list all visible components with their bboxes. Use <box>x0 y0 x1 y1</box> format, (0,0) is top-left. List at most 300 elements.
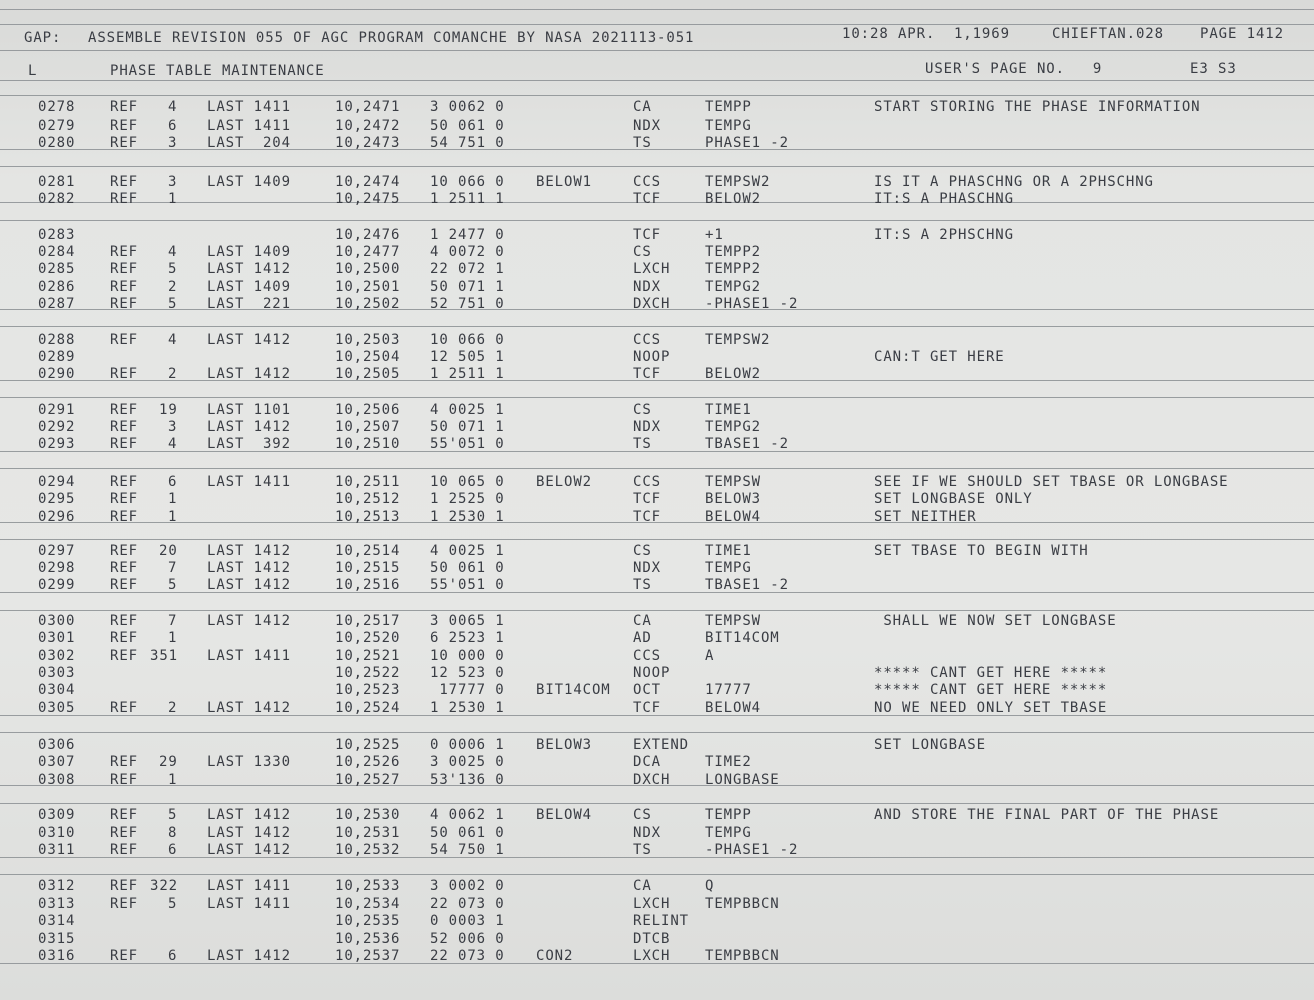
octal-code: 10 065 0 <box>430 474 505 490</box>
opcode: CS <box>633 244 652 260</box>
ref-count: 6 <box>168 842 178 858</box>
last-ref: LAST 1101 <box>207 402 291 418</box>
ref-cell: REF <box>110 842 138 858</box>
label: BELOW4 <box>536 807 592 823</box>
operand: BELOW2 <box>705 191 761 207</box>
address: 10,2477 <box>335 244 401 260</box>
ref-cell: REF <box>110 948 138 964</box>
ref-cell: REF <box>110 560 138 576</box>
octal-code: 4 0025 1 <box>430 402 505 418</box>
operand: TEMPSW2 <box>705 174 771 190</box>
last-ref: LAST 204 <box>207 135 291 151</box>
ref-cell: REF <box>110 754 138 770</box>
last-ref: LAST 1412 <box>207 560 291 576</box>
rule-line <box>0 24 1314 25</box>
last-ref: LAST 1412 <box>207 577 291 593</box>
rule-line <box>0 166 1314 167</box>
address: 10,2531 <box>335 825 401 841</box>
comment: IT:S A PHASCHNG <box>874 191 1014 207</box>
ref-count: 1 <box>168 509 178 525</box>
address: 10,2513 <box>335 509 401 525</box>
assemble-title: ASSEMBLE REVISION 055 OF AGC PROGRAM COMANCHE BY NASA 2021113-051 <box>88 30 695 46</box>
address: 10,2471 <box>335 99 401 115</box>
ref-count: 1 <box>168 630 178 646</box>
octal-code: 3 0025 0 <box>430 754 505 770</box>
ref-cell: REF <box>110 807 138 823</box>
users-page-no: USER'S PAGE NO. 9 <box>925 61 1103 77</box>
address: 10,2524 <box>335 700 401 716</box>
line-number: 0289 <box>38 349 76 365</box>
header-page: PAGE 1412 <box>1200 26 1284 42</box>
address: 10,2536 <box>335 931 401 947</box>
line-number: 0308 <box>38 772 76 788</box>
last-ref: LAST 1409 <box>207 279 291 295</box>
address: 10,2502 <box>335 296 401 312</box>
ref-count: 5 <box>168 296 178 312</box>
line-number: 0311 <box>38 842 76 858</box>
opcode: TCF <box>633 191 661 207</box>
section-title: PHASE TABLE MAINTENANCE <box>110 63 325 79</box>
line-number: 0309 <box>38 807 76 823</box>
octal-code: 0 0006 1 <box>430 737 505 753</box>
address: 10,2476 <box>335 227 401 243</box>
opcode: NOOP <box>633 665 671 681</box>
ref-count: 2 <box>168 700 178 716</box>
ref-cell: REF <box>110 244 138 260</box>
address: 10,2521 <box>335 648 401 664</box>
line-number: 0315 <box>38 931 76 947</box>
opcode: TS <box>633 436 652 452</box>
ref-cell: REF <box>110 577 138 593</box>
octal-code: 50 071 1 <box>430 279 505 295</box>
last-ref: LAST 1412 <box>207 700 291 716</box>
line-number: 0316 <box>38 948 76 964</box>
ref-count: 3 <box>168 419 178 435</box>
last-ref: LAST 1411 <box>207 648 291 664</box>
last-ref: LAST 1412 <box>207 543 291 559</box>
opcode: NOOP <box>633 349 671 365</box>
last-ref: LAST 1412 <box>207 332 291 348</box>
octal-code: 17777 0 <box>430 682 505 698</box>
line-number: 0302 <box>38 648 76 664</box>
last-ref: LAST 1330 <box>207 754 291 770</box>
opcode: TS <box>633 135 652 151</box>
octal-code: 10 000 0 <box>430 648 505 664</box>
line-number: 0300 <box>38 613 76 629</box>
line-number: 0285 <box>38 261 76 277</box>
header-file: CHIEFTAN.028 <box>1052 26 1164 42</box>
address: 10,2507 <box>335 419 401 435</box>
operand: TEMPG2 <box>705 279 761 295</box>
last-ref: LAST 1412 <box>207 948 291 964</box>
last-ref: LAST 1411 <box>207 99 291 115</box>
ref-cell: REF <box>110 332 138 348</box>
operand: TEMPP2 <box>705 244 761 260</box>
opcode: OCT <box>633 682 661 698</box>
last-ref: LAST 392 <box>207 436 291 452</box>
address: 10,2530 <box>335 807 401 823</box>
rule-line <box>0 50 1314 51</box>
opcode: RELINT <box>633 913 689 929</box>
octal-code: 22 072 1 <box>430 261 505 277</box>
ref-cell: REF <box>110 648 138 664</box>
operand: TEMPG2 <box>705 419 761 435</box>
operand: -PHASE1 -2 <box>705 842 799 858</box>
opcode: NDX <box>633 118 661 134</box>
comment: IT:S A 2PHSCHNG <box>874 227 1014 243</box>
address: 10,2503 <box>335 332 401 348</box>
line-number: 0288 <box>38 332 76 348</box>
octal-code: 4 0072 0 <box>430 244 505 260</box>
operand: TEMPSW2 <box>705 332 771 348</box>
opcode: TS <box>633 577 652 593</box>
octal-code: 50 061 0 <box>430 560 505 576</box>
ref-count: 4 <box>168 99 178 115</box>
address: 10,2532 <box>335 842 401 858</box>
ref-cell: REF <box>110 509 138 525</box>
opcode: CS <box>633 402 652 418</box>
header-datetime: 10:28 APR. 1,1969 <box>842 26 1010 42</box>
ref-count: 4 <box>168 436 178 452</box>
operand: A <box>705 648 715 664</box>
address: 10,2511 <box>335 474 401 490</box>
line-number: 0280 <box>38 135 76 151</box>
opcode: LXCH <box>633 896 671 912</box>
line-number: 0298 <box>38 560 76 576</box>
opcode: CCS <box>633 174 661 190</box>
ref-cell: REF <box>110 118 138 134</box>
octal-code: 1 2511 1 <box>430 191 505 207</box>
last-ref: LAST 1411 <box>207 118 291 134</box>
line-number: 0294 <box>38 474 76 490</box>
comment: START STORING THE PHASE INFORMATION <box>874 99 1201 115</box>
line-number: 0282 <box>38 191 76 207</box>
operand: TEMPBBCN <box>705 896 780 912</box>
ref-count: 4 <box>168 244 178 260</box>
last-ref: LAST 1411 <box>207 896 291 912</box>
address: 10,2500 <box>335 261 401 277</box>
opcode: CCS <box>633 648 661 664</box>
line-number: 0301 <box>38 630 76 646</box>
octal-code: 22 073 0 <box>430 896 505 912</box>
address: 10,2473 <box>335 135 401 151</box>
gap-label: GAP: <box>24 30 62 46</box>
line-number: 0299 <box>38 577 76 593</box>
ref-count: 6 <box>168 948 178 964</box>
octal-code: 50 061 0 <box>430 825 505 841</box>
last-ref: LAST 1412 <box>207 842 291 858</box>
ref-count: 7 <box>168 613 178 629</box>
address: 10,2475 <box>335 191 401 207</box>
ref-count: 3 <box>168 135 178 151</box>
octal-code: 4 0025 1 <box>430 543 505 559</box>
comment: SET NEITHER <box>874 509 977 525</box>
opcode: CCS <box>633 474 661 490</box>
address: 10,2526 <box>335 754 401 770</box>
opcode: AD <box>633 630 652 646</box>
operand: TEMPSW <box>705 613 761 629</box>
line-number: 0287 <box>38 296 76 312</box>
ref-cell: REF <box>110 700 138 716</box>
address: 10,2537 <box>335 948 401 964</box>
octal-code: 3 0062 0 <box>430 99 505 115</box>
ref-cell: REF <box>110 825 138 841</box>
ref-count: 5 <box>168 896 178 912</box>
line-number: 0278 <box>38 99 76 115</box>
operand: TEMPSW <box>705 474 761 490</box>
line-number: 0286 <box>38 279 76 295</box>
ref-count: 19 <box>159 402 178 418</box>
address: 10,2525 <box>335 737 401 753</box>
ref-cell: REF <box>110 878 138 894</box>
line-number: 0284 <box>38 244 76 260</box>
operand: BELOW3 <box>705 491 761 507</box>
comment: SET LONGBASE ONLY <box>874 491 1033 507</box>
operand: BELOW4 <box>705 509 761 525</box>
last-ref: LAST 1412 <box>207 366 291 382</box>
opcode: TCF <box>633 509 661 525</box>
address: 10,2504 <box>335 349 401 365</box>
ref-cell: REF <box>110 279 138 295</box>
ref-count: 1 <box>168 491 178 507</box>
rule-line <box>0 539 1314 540</box>
address: 10,2520 <box>335 630 401 646</box>
opcode: CCS <box>633 332 661 348</box>
octal-code: 55'051 0 <box>430 577 505 593</box>
address: 10,2505 <box>335 366 401 382</box>
operand: TEMPG <box>705 825 752 841</box>
opcode: CA <box>633 613 652 629</box>
opcode: CS <box>633 807 652 823</box>
line-number: 0303 <box>38 665 76 681</box>
octal-code: 1 2530 1 <box>430 700 505 716</box>
ref-cell: REF <box>110 135 138 151</box>
address: 10,2516 <box>335 577 401 593</box>
line-number: 0291 <box>38 402 76 418</box>
rule-line <box>0 857 1314 858</box>
ref-cell: REF <box>110 402 138 418</box>
line-number: 0293 <box>38 436 76 452</box>
ref-cell: REF <box>110 366 138 382</box>
opcode: DTCB <box>633 931 671 947</box>
octal-code: 12 523 0 <box>430 665 505 681</box>
operand: -PHASE1 -2 <box>705 296 799 312</box>
opcode: EXTEND <box>633 737 689 753</box>
ref-count: 5 <box>168 577 178 593</box>
octal-code: 3 0002 0 <box>430 878 505 894</box>
operand: BELOW4 <box>705 700 761 716</box>
octal-code: 6 2523 1 <box>430 630 505 646</box>
comment: SEE IF WE SHOULD SET TBASE OR LONGBASE <box>874 474 1229 490</box>
header-e3s3: E3 S3 <box>1190 61 1237 77</box>
ref-cell: REF <box>110 99 138 115</box>
rule-line <box>0 451 1314 452</box>
line-number: 0313 <box>38 896 76 912</box>
operand: TIME1 <box>705 402 752 418</box>
opcode: CS <box>633 543 652 559</box>
rule-line <box>0 592 1314 593</box>
label: CON2 <box>536 948 574 964</box>
address: 10,2534 <box>335 896 401 912</box>
operand: TBASE1 -2 <box>705 436 789 452</box>
octal-code: 54 751 0 <box>430 135 505 151</box>
operand: TIME2 <box>705 754 752 770</box>
ref-cell: REF <box>110 174 138 190</box>
octal-code: 55'051 0 <box>430 436 505 452</box>
address: 10,2472 <box>335 118 401 134</box>
ref-cell: REF <box>110 261 138 277</box>
comment: IS IT A PHASCHNG OR A 2PHSCHNG <box>874 174 1154 190</box>
ref-count: 2 <box>168 366 178 382</box>
comment: AND STORE THE FINAL PART OF THE PHASE <box>874 807 1220 823</box>
ref-count: 5 <box>168 807 178 823</box>
octal-code: 10 066 0 <box>430 174 505 190</box>
opcode: LXCH <box>633 948 671 964</box>
operand: BELOW2 <box>705 366 761 382</box>
comment: SET LONGBASE <box>874 737 986 753</box>
octal-code: 1 2530 1 <box>430 509 505 525</box>
operand: TEMPP2 <box>705 261 761 277</box>
ref-cell: REF <box>110 772 138 788</box>
opcode: TCF <box>633 491 661 507</box>
operand: PHASE1 -2 <box>705 135 789 151</box>
address: 10,2527 <box>335 772 401 788</box>
ref-cell: REF <box>110 419 138 435</box>
opcode: NDX <box>633 560 661 576</box>
line-number: 0314 <box>38 913 76 929</box>
rule-line <box>0 220 1314 221</box>
operand: TEMPG <box>705 560 752 576</box>
opcode: DXCH <box>633 772 671 788</box>
address: 10,2523 <box>335 682 401 698</box>
opcode: LXCH <box>633 261 671 277</box>
rule-line <box>0 149 1314 150</box>
opcode: NDX <box>633 825 661 841</box>
opcode: CA <box>633 878 652 894</box>
octal-code: 54 750 1 <box>430 842 505 858</box>
comment: ***** CANT GET HERE ***** <box>874 682 1108 698</box>
address: 10,2533 <box>335 878 401 894</box>
octal-code: 0 0003 1 <box>430 913 505 929</box>
address: 10,2506 <box>335 402 401 418</box>
operand: TEMPBBCN <box>705 948 780 964</box>
last-ref: LAST 1409 <box>207 174 291 190</box>
octal-code: 53'136 0 <box>430 772 505 788</box>
address: 10,2501 <box>335 279 401 295</box>
last-ref: LAST 221 <box>207 296 291 312</box>
octal-code: 1 2525 0 <box>430 491 505 507</box>
opcode: NDX <box>633 279 661 295</box>
operand: 17777 <box>705 682 752 698</box>
octal-code: 1 2511 1 <box>430 366 505 382</box>
ref-count: 29 <box>159 754 178 770</box>
ref-count: 1 <box>168 191 178 207</box>
octal-code: 10 066 0 <box>430 332 505 348</box>
line-number: 0283 <box>38 227 76 243</box>
ref-count: 2 <box>168 279 178 295</box>
line-number: 0305 <box>38 700 76 716</box>
line-number: 0310 <box>38 825 76 841</box>
line-number: 0304 <box>38 682 76 698</box>
line-number: 0312 <box>38 878 76 894</box>
ref-count: 5 <box>168 261 178 277</box>
octal-code: 50 071 1 <box>430 419 505 435</box>
label: BIT14COM <box>536 682 611 698</box>
opcode: NDX <box>633 419 661 435</box>
rule-line <box>0 9 1314 10</box>
ref-count: 4 <box>168 332 178 348</box>
octal-code: 3 0065 1 <box>430 613 505 629</box>
ref-count: 1 <box>168 772 178 788</box>
operand: LONGBASE <box>705 772 780 788</box>
ref-cell: REF <box>110 613 138 629</box>
last-ref: LAST 1409 <box>207 244 291 260</box>
address: 10,2514 <box>335 543 401 559</box>
octal-code: 4 0062 1 <box>430 807 505 823</box>
ref-cell: REF <box>110 191 138 207</box>
address: 10,2510 <box>335 436 401 452</box>
ref-count: 351 <box>150 648 178 664</box>
opcode: TCF <box>633 700 661 716</box>
comment: CAN:T GET HERE <box>874 349 1005 365</box>
ref-count: 8 <box>168 825 178 841</box>
rule-line <box>0 468 1314 469</box>
ref-count: 6 <box>168 118 178 134</box>
rule-line <box>0 803 1314 804</box>
comment: NO WE NEED ONLY SET TBASE <box>874 700 1108 716</box>
ref-cell: REF <box>110 491 138 507</box>
ref-cell: REF <box>110 436 138 452</box>
line-number: 0307 <box>38 754 76 770</box>
operand: BIT14COM <box>705 630 780 646</box>
comment: SHALL WE NOW SET LONGBASE <box>874 613 1117 629</box>
operand: TIME1 <box>705 543 752 559</box>
address: 10,2512 <box>335 491 401 507</box>
ref-count: 322 <box>150 878 178 894</box>
line-number: 0297 <box>38 543 76 559</box>
operand: +1 <box>705 227 724 243</box>
ref-cell: REF <box>110 296 138 312</box>
line-number: 0281 <box>38 174 76 190</box>
header-l: L <box>28 63 38 79</box>
octal-code: 52 006 0 <box>430 931 505 947</box>
ref-cell: REF <box>110 630 138 646</box>
opcode: DCA <box>633 754 661 770</box>
rule-line <box>0 95 1314 96</box>
rule-line <box>0 732 1314 733</box>
last-ref: LAST 1412 <box>207 807 291 823</box>
rule-line <box>0 610 1314 611</box>
last-ref: LAST 1412 <box>207 419 291 435</box>
opcode: TS <box>633 842 652 858</box>
last-ref: LAST 1411 <box>207 878 291 894</box>
line-number: 0292 <box>38 419 76 435</box>
address: 10,2515 <box>335 560 401 576</box>
rule-line <box>0 326 1314 327</box>
line-number: 0306 <box>38 737 76 753</box>
opcode: DXCH <box>633 296 671 312</box>
ref-count: 7 <box>168 560 178 576</box>
last-ref: LAST 1412 <box>207 613 291 629</box>
line-number: 0279 <box>38 118 76 134</box>
label: BELOW1 <box>536 174 592 190</box>
opcode: TCF <box>633 366 661 382</box>
octal-code: 22 073 0 <box>430 948 505 964</box>
label: BELOW2 <box>536 474 592 490</box>
ref-count: 20 <box>159 543 178 559</box>
comment: ***** CANT GET HERE ***** <box>874 665 1108 681</box>
line-number: 0290 <box>38 366 76 382</box>
